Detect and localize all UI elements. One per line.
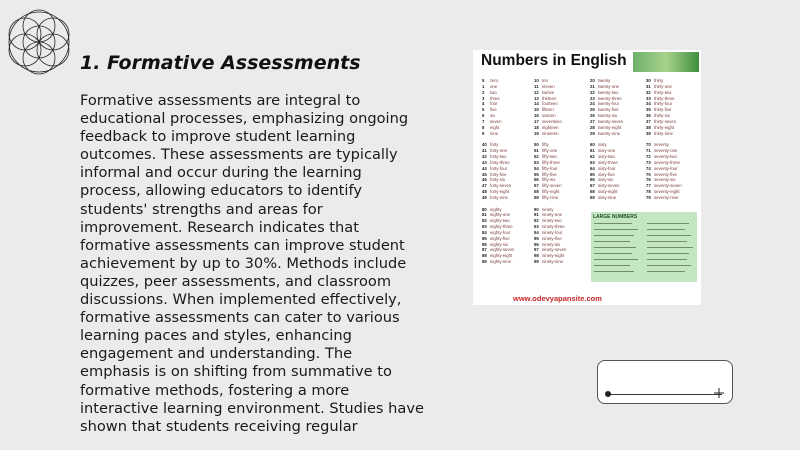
number-digit: 10 bbox=[534, 78, 539, 83]
number-digit: 80 bbox=[482, 206, 487, 212]
number-word: seventy-one bbox=[654, 148, 678, 154]
number-word: thirty-seven bbox=[654, 118, 677, 124]
number-column-1 bbox=[482, 78, 514, 265]
number-word: fifteen bbox=[542, 107, 554, 113]
number-word: sixty bbox=[598, 142, 607, 148]
number-digit: 88 bbox=[482, 253, 487, 259]
number-digit: 41 bbox=[482, 148, 487, 154]
number-digit: 5 bbox=[482, 107, 485, 113]
number-word: six bbox=[490, 113, 496, 119]
large-numbers-box bbox=[591, 212, 697, 282]
number-word: thirty-four bbox=[654, 101, 673, 107]
number-word: ninety-two bbox=[542, 218, 562, 224]
number-digit: 21 bbox=[590, 83, 595, 89]
number-digit: 39 bbox=[646, 130, 651, 136]
number-digit: 12 bbox=[534, 89, 539, 95]
number-digit: 94 bbox=[534, 229, 539, 235]
number-word: eighty-three bbox=[490, 224, 513, 230]
number-row bbox=[534, 259, 566, 265]
number-word: eighty-one bbox=[490, 212, 511, 218]
number-digit: 95 bbox=[534, 235, 539, 241]
number-digit: 93 bbox=[534, 224, 539, 230]
large-numbers-line bbox=[594, 247, 636, 248]
number-word: twenty-six bbox=[598, 113, 618, 119]
number-digit: 75 bbox=[646, 171, 651, 177]
number-digit: 62 bbox=[590, 153, 595, 159]
large-numbers-line bbox=[647, 235, 691, 236]
number-word: thirty-five bbox=[654, 107, 672, 113]
number-word: ninety-six bbox=[542, 241, 561, 247]
number-digit: 63 bbox=[590, 159, 595, 165]
large-numbers-heading: LARGE NUMBERS bbox=[593, 214, 638, 220]
number-word: four bbox=[490, 101, 498, 107]
number-digit: 91 bbox=[534, 212, 539, 218]
number-digit: 15 bbox=[534, 107, 539, 113]
number-digit: 18 bbox=[534, 124, 539, 130]
number-word: nine bbox=[490, 130, 499, 136]
number-digit: 19 bbox=[534, 130, 539, 136]
number-word: forty-six bbox=[490, 177, 506, 183]
number-word: thirty-one bbox=[654, 83, 672, 89]
number-word: eighty-six bbox=[490, 241, 509, 247]
number-word: seventy-four bbox=[654, 165, 678, 171]
number-word: sixty-three bbox=[598, 159, 618, 165]
number-digit: 72 bbox=[646, 153, 651, 159]
number-digit: 55 bbox=[534, 171, 539, 177]
number-column-4 bbox=[646, 78, 682, 201]
number-digit: 85 bbox=[482, 235, 487, 241]
number-word: ninety-eight bbox=[542, 253, 565, 259]
number-digit: 54 bbox=[534, 165, 539, 171]
slide-title: 1. Formative Assessments bbox=[80, 52, 361, 74]
large-numbers-line bbox=[594, 229, 638, 230]
website-url: www.odevyapansite.com bbox=[513, 294, 602, 303]
number-word: fifty-four bbox=[542, 165, 558, 171]
number-word: seven bbox=[490, 118, 502, 124]
number-digit: 38 bbox=[646, 124, 651, 130]
number-digit: 45 bbox=[482, 171, 487, 177]
number-digit: 29 bbox=[590, 130, 595, 136]
number-word: twenty-seven bbox=[598, 118, 624, 124]
number-word: twenty-two bbox=[598, 89, 619, 95]
number-digit: 98 bbox=[534, 253, 539, 259]
audio-player[interactable] bbox=[597, 360, 733, 404]
number-word: zero bbox=[490, 78, 499, 83]
number-digit: 32 bbox=[646, 89, 651, 95]
number-digit: 83 bbox=[482, 224, 487, 230]
large-numbers-line bbox=[647, 223, 689, 224]
number-word: forty-five bbox=[490, 171, 507, 177]
number-word: one bbox=[490, 83, 498, 89]
number-digit: 86 bbox=[482, 241, 487, 247]
number-digit: 50 bbox=[534, 142, 539, 148]
number-word: seventy-nine bbox=[654, 194, 679, 200]
number-word: five bbox=[490, 107, 497, 113]
number-word: eleven bbox=[542, 83, 555, 89]
audio-seek-track[interactable] bbox=[608, 394, 722, 395]
number-word: twenty-three bbox=[598, 95, 622, 101]
number-word: eighty bbox=[490, 206, 502, 212]
number-word: forty bbox=[490, 142, 499, 148]
number-digit: 9 bbox=[482, 130, 485, 136]
number-digit: 42 bbox=[482, 153, 487, 159]
number-digit: 78 bbox=[646, 189, 651, 195]
number-digit: 5 bbox=[482, 78, 485, 83]
number-word: forty-seven bbox=[490, 183, 512, 189]
numbers-in-english-image bbox=[473, 50, 701, 305]
large-numbers-line bbox=[647, 229, 685, 230]
number-word: twenty-nine bbox=[598, 130, 620, 136]
slide-body-text: Formative assessments are integral to educational processes, emphasizing ongoing feedback to improve student learning outcomes. These assessments are typically informal and occur during the learning process, allowing educators to identify students' strengths and areas for improvement. Research indicates that formative assessments can improve student achievement by up to 30%. Methods include quizzes, peer assessments, and classroom discussions. When implemented effectively, formative assessments can cater to various learning paces and styles, enhancing engagement and understanding. The emphasis is on shifting from summative to formative methods, fostering a more interactive learning environment. Studies have shown that students receiving regular bbox=[80, 92, 424, 435]
number-digit: 40 bbox=[482, 142, 487, 148]
number-word: ninety-three bbox=[542, 224, 565, 230]
number-digit: 24 bbox=[590, 101, 595, 107]
number-digit: 31 bbox=[646, 83, 651, 89]
number-digit: 23 bbox=[590, 95, 595, 101]
number-row bbox=[482, 259, 514, 265]
large-numbers-line bbox=[647, 259, 687, 260]
audio-seek-handle[interactable] bbox=[605, 391, 611, 397]
number-digit: 26 bbox=[590, 113, 595, 119]
number-digit: 35 bbox=[646, 107, 651, 113]
number-word: seventy-two bbox=[654, 153, 677, 159]
number-word: fifty-seven bbox=[542, 183, 562, 189]
large-numbers-line bbox=[647, 253, 689, 254]
number-word: sixty-five bbox=[598, 171, 615, 177]
number-digit: 49 bbox=[482, 194, 487, 200]
number-digit: 7 bbox=[482, 118, 485, 124]
number-digit: 65 bbox=[590, 171, 595, 177]
number-word: fifty-six bbox=[542, 177, 556, 183]
number-word: eighty-two bbox=[490, 218, 510, 224]
number-digit: 61 bbox=[590, 148, 595, 154]
large-numbers-line bbox=[594, 265, 630, 266]
number-word: forty-two bbox=[490, 153, 507, 159]
number-word: forty-three bbox=[490, 159, 510, 165]
number-word: sixty-six bbox=[598, 177, 614, 183]
number-digit: 33 bbox=[646, 95, 651, 101]
large-numbers-line bbox=[594, 253, 632, 254]
number-word: ninety-seven bbox=[542, 247, 567, 253]
number-word: thirty-nine bbox=[654, 130, 673, 136]
number-digit: 34 bbox=[646, 101, 651, 107]
number-word: forty-nine bbox=[490, 194, 508, 200]
number-word: forty-one bbox=[490, 148, 507, 154]
number-digit: 14 bbox=[534, 101, 539, 107]
number-word: sixty-one bbox=[598, 148, 616, 154]
number-digit: 17 bbox=[534, 118, 539, 124]
large-numbers-line bbox=[594, 223, 632, 224]
number-word: fifty-nine bbox=[542, 194, 559, 200]
number-word: eighty-four bbox=[490, 229, 511, 235]
number-word: ninety-one bbox=[542, 212, 563, 218]
number-digit: 20 bbox=[590, 78, 595, 83]
image-title: Numbers in English bbox=[481, 52, 627, 69]
number-word: fifty-three bbox=[542, 159, 560, 165]
number-digit: 96 bbox=[534, 241, 539, 247]
large-numbers-line bbox=[647, 241, 687, 242]
number-digit: 46 bbox=[482, 177, 487, 183]
number-digit: 60 bbox=[590, 142, 595, 148]
number-digit: 69 bbox=[590, 194, 595, 200]
number-digit: 44 bbox=[482, 165, 487, 171]
number-digit: 64 bbox=[590, 165, 595, 171]
number-word: eighty-seven bbox=[490, 247, 515, 253]
decorative-circles-logo bbox=[4, 4, 74, 86]
number-digit: 27 bbox=[590, 118, 595, 124]
large-numbers-line bbox=[594, 241, 630, 242]
number-word: sixteen bbox=[542, 113, 556, 119]
number-digit: 67 bbox=[590, 183, 595, 189]
number-digit: 47 bbox=[482, 183, 487, 189]
number-word: twenty-one bbox=[598, 83, 620, 89]
number-digit: 36 bbox=[646, 113, 651, 119]
number-word: seventy-eight bbox=[654, 189, 680, 195]
number-digit: 16 bbox=[534, 113, 539, 119]
number-word: ninety bbox=[542, 206, 554, 212]
number-word: two bbox=[490, 89, 497, 95]
number-word: forty-four bbox=[490, 165, 508, 171]
number-digit: 48 bbox=[482, 189, 487, 195]
large-numbers-line bbox=[594, 259, 638, 260]
number-word: fifty-five bbox=[542, 171, 557, 177]
number-digit: 25 bbox=[590, 107, 595, 113]
number-digit: 28 bbox=[590, 124, 595, 130]
number-word: eighty-eight bbox=[490, 253, 513, 259]
number-digit: 4 bbox=[482, 101, 485, 107]
number-digit: 77 bbox=[646, 183, 651, 189]
number-digit: 57 bbox=[534, 183, 539, 189]
number-digit: 87 bbox=[482, 247, 487, 253]
number-word: eighty-five bbox=[490, 235, 510, 241]
large-numbers-line bbox=[647, 271, 685, 272]
number-word: twenty-five bbox=[598, 107, 619, 113]
number-digit: 92 bbox=[534, 218, 539, 224]
number-digit: 43 bbox=[482, 159, 487, 165]
number-column-2 bbox=[534, 78, 566, 265]
number-digit: 11 bbox=[534, 83, 539, 89]
number-word: fifty-two bbox=[542, 153, 557, 159]
large-numbers-line bbox=[647, 247, 693, 248]
number-word: twenty-eight bbox=[598, 124, 622, 130]
number-word: fourteen bbox=[542, 101, 558, 107]
number-digit: 97 bbox=[534, 247, 539, 253]
number-word: ninety-five bbox=[542, 235, 562, 241]
number-word: thirty-six bbox=[654, 113, 670, 119]
number-word: seventy-three bbox=[654, 159, 681, 165]
number-word: fifty-eight bbox=[542, 189, 560, 195]
number-word: thirty-eight bbox=[654, 124, 675, 130]
number-word: seventy-five bbox=[654, 171, 677, 177]
number-digit: 82 bbox=[482, 218, 487, 224]
number-digit: 66 bbox=[590, 177, 595, 183]
number-word: nineteen bbox=[542, 130, 559, 136]
number-digit: 74 bbox=[646, 165, 651, 171]
number-word: twelve bbox=[542, 89, 555, 95]
number-digit: 22 bbox=[590, 89, 595, 95]
number-digit: 30 bbox=[646, 78, 651, 83]
number-word: ninety-four bbox=[542, 229, 563, 235]
number-word: three bbox=[490, 95, 500, 101]
number-word: thirteen bbox=[542, 95, 557, 101]
number-digit: 99 bbox=[534, 259, 539, 265]
number-digit: 59 bbox=[534, 194, 539, 200]
number-digit: 70 bbox=[646, 142, 651, 148]
number-digit: 6 bbox=[482, 113, 485, 119]
number-digit: 79 bbox=[646, 194, 651, 200]
large-numbers-line bbox=[594, 235, 634, 236]
number-word: sixty-four bbox=[598, 165, 616, 171]
number-word: seventy-seven bbox=[654, 183, 682, 189]
number-digit: 73 bbox=[646, 159, 651, 165]
number-word: seventeen bbox=[542, 118, 562, 124]
number-word: ten bbox=[542, 78, 548, 83]
number-digit: 51 bbox=[534, 148, 539, 154]
number-row bbox=[590, 195, 623, 201]
number-word: sixty-two bbox=[598, 153, 615, 159]
number-word: ninety-nine bbox=[542, 259, 564, 265]
large-numbers-line bbox=[647, 265, 691, 266]
number-word: fifty-one bbox=[542, 148, 558, 154]
number-digit: 1 bbox=[482, 83, 485, 89]
large-numbers-line bbox=[594, 271, 634, 272]
number-word: seventy-six bbox=[654, 177, 676, 183]
number-word: sixty-eight bbox=[598, 189, 618, 195]
number-word: forty-eight bbox=[490, 189, 510, 195]
number-row bbox=[646, 195, 682, 201]
number-digit: 37 bbox=[646, 118, 651, 124]
plus-icon[interactable] bbox=[714, 388, 724, 398]
number-digit: 58 bbox=[534, 189, 539, 195]
number-digit: 8 bbox=[482, 124, 485, 130]
number-word: thirty bbox=[654, 78, 664, 83]
number-digit: 84 bbox=[482, 229, 487, 235]
number-digit: 3 bbox=[482, 95, 485, 101]
number-word: sixty-nine bbox=[598, 194, 617, 200]
number-word: eighty-nine bbox=[490, 259, 512, 265]
number-word: seventy bbox=[654, 142, 669, 148]
number-word: thirty-two bbox=[654, 89, 672, 95]
number-digit: 52 bbox=[534, 153, 539, 159]
number-word: eight bbox=[490, 124, 500, 130]
number-word: eighteen bbox=[542, 124, 559, 130]
number-word: fifty bbox=[542, 142, 549, 148]
number-digit: 13 bbox=[534, 95, 539, 101]
title-band bbox=[633, 52, 699, 72]
number-column-3 bbox=[590, 78, 623, 201]
number-digit: 81 bbox=[482, 212, 487, 218]
number-digit: 2 bbox=[482, 89, 485, 95]
number-digit: 68 bbox=[590, 189, 595, 195]
number-digit: 56 bbox=[534, 177, 539, 183]
number-row bbox=[590, 131, 623, 137]
number-digit: 76 bbox=[646, 177, 651, 183]
number-digit: 53 bbox=[534, 159, 539, 165]
number-word: sixty-seven bbox=[598, 183, 620, 189]
number-word: twenty bbox=[598, 78, 611, 83]
number-digit: 71 bbox=[646, 148, 651, 154]
number-word: twenty-four bbox=[598, 101, 620, 107]
number-word: thirty-three bbox=[654, 95, 675, 101]
number-digit: 89 bbox=[482, 259, 487, 265]
number-digit: 90 bbox=[534, 206, 539, 212]
